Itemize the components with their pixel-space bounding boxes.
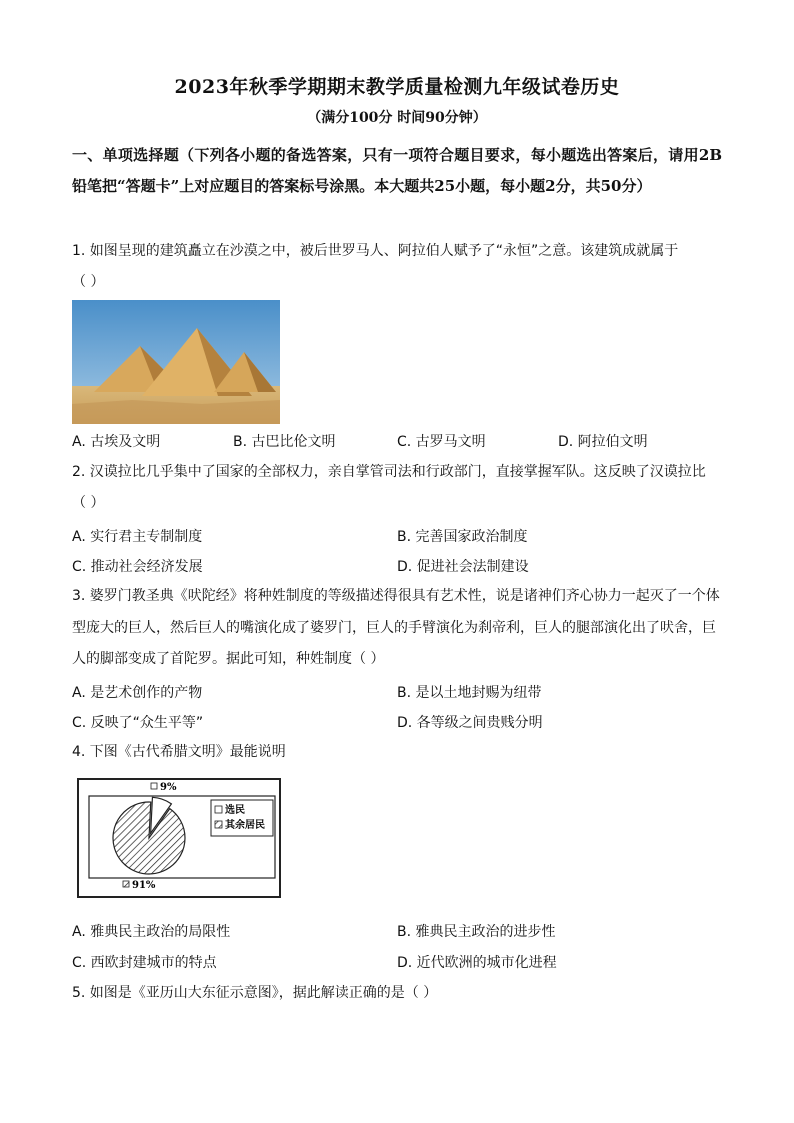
question-1-option-b: B. 古巴比伦文明 (233, 434, 336, 450)
question-3-option-b: B. 是以土地封赐为纽带 (397, 685, 542, 701)
svg-text:9%: 9% (160, 782, 177, 793)
pyramids-image (72, 300, 280, 424)
question-2-option-a: A. 实行君主专制制度 (72, 529, 203, 545)
question-4-stem: 4. 下图《古代希腊文明》最能说明 (72, 744, 286, 760)
question-1-option-a: A. 古埃及文明 (72, 434, 161, 450)
page-title: 2023年秋季学期期末教学质量检测九年级试卷历史 (174, 76, 620, 98)
question-2-option-d: D. 促进社会法制建设 (397, 559, 529, 575)
question-1-option-c: C. 古罗马文明 (397, 434, 486, 450)
question-4-option-a: A. 雅典民主政治的局限性 (72, 924, 231, 940)
question-1-stem-blank: （ ） (72, 274, 105, 290)
svg-text:91%: 91% (132, 880, 156, 891)
question-2-option-c: C. 推动社会经济发展 (72, 559, 203, 575)
question-3-option-c: C. 反映了“众生平等” (72, 715, 204, 731)
page-subtitle: （满分100分 时间90分钟） (307, 110, 487, 126)
question-3-stem-line-1: 3. 婆罗门教圣典《吠陀经》将种姓制度的等级描述得很具有艺术性，说是诸神们齐心协力一起灭了一个体 (72, 588, 720, 604)
question-2-stem: 2. 汉谟拉比几乎集中了国家的全部权力，亲自掌管司法和行政部门，直接掌握军队。这反映了汉谟拉比 (72, 464, 706, 480)
question-1-option-d: D. 阿拉伯文明 (558, 434, 648, 450)
svg-text:选民: 选民 (225, 805, 245, 816)
voter-pie-chart (77, 778, 281, 898)
question-1-stem: 1. 如图呈现的建筑矗立在沙漠之中，被后世罗马人、阿拉伯人赋予了“永恒”之意。该建筑成就属于 (72, 243, 679, 259)
question-3-stem-line-3: 人的脚部变成了首陀罗。据此可知，种姓制度（ ） (72, 651, 385, 667)
question-3-stem-line-2: 型庞大的巨人，然后巨人的嘴演化成了婆罗门，巨人的手臂演化为刹帝利，巨人的腿部演化出了吠舍，巨 (72, 620, 716, 636)
pie-slice-2 (113, 802, 185, 874)
question-2-stem-blank: （ ） (72, 495, 105, 511)
question-5-stem: 5. 如图是《亚历山大东征示意图》，据此解读正确的是（ ） (72, 985, 438, 1001)
question-4-option-b: B. 雅典民主政治的进步性 (397, 924, 556, 940)
section-heading: 一、单项选择题（下列各小题的备选答案，只有一项符合题目要求，每小题选出答案后，请用2B铅笔把“答题卡”上对应题目的答案标号涂黑。本大题共25小题，每小题2分，共50分） (72, 146, 722, 195)
svg-text:其余居民: 其余居民 (225, 820, 265, 831)
question-3-option-d: D. 各等级之间贵贱分明 (397, 715, 543, 731)
question-2-option-b: B. 完善国家政治制度 (397, 529, 528, 545)
question-4-option-c: C. 西欧封建城市的特点 (72, 955, 217, 971)
question-4-option-d: D. 近代欧洲的城市化进程 (397, 955, 557, 971)
chart-legend (211, 800, 273, 836)
question-3-option-a: A. 是艺术创作的产物 (72, 685, 203, 701)
